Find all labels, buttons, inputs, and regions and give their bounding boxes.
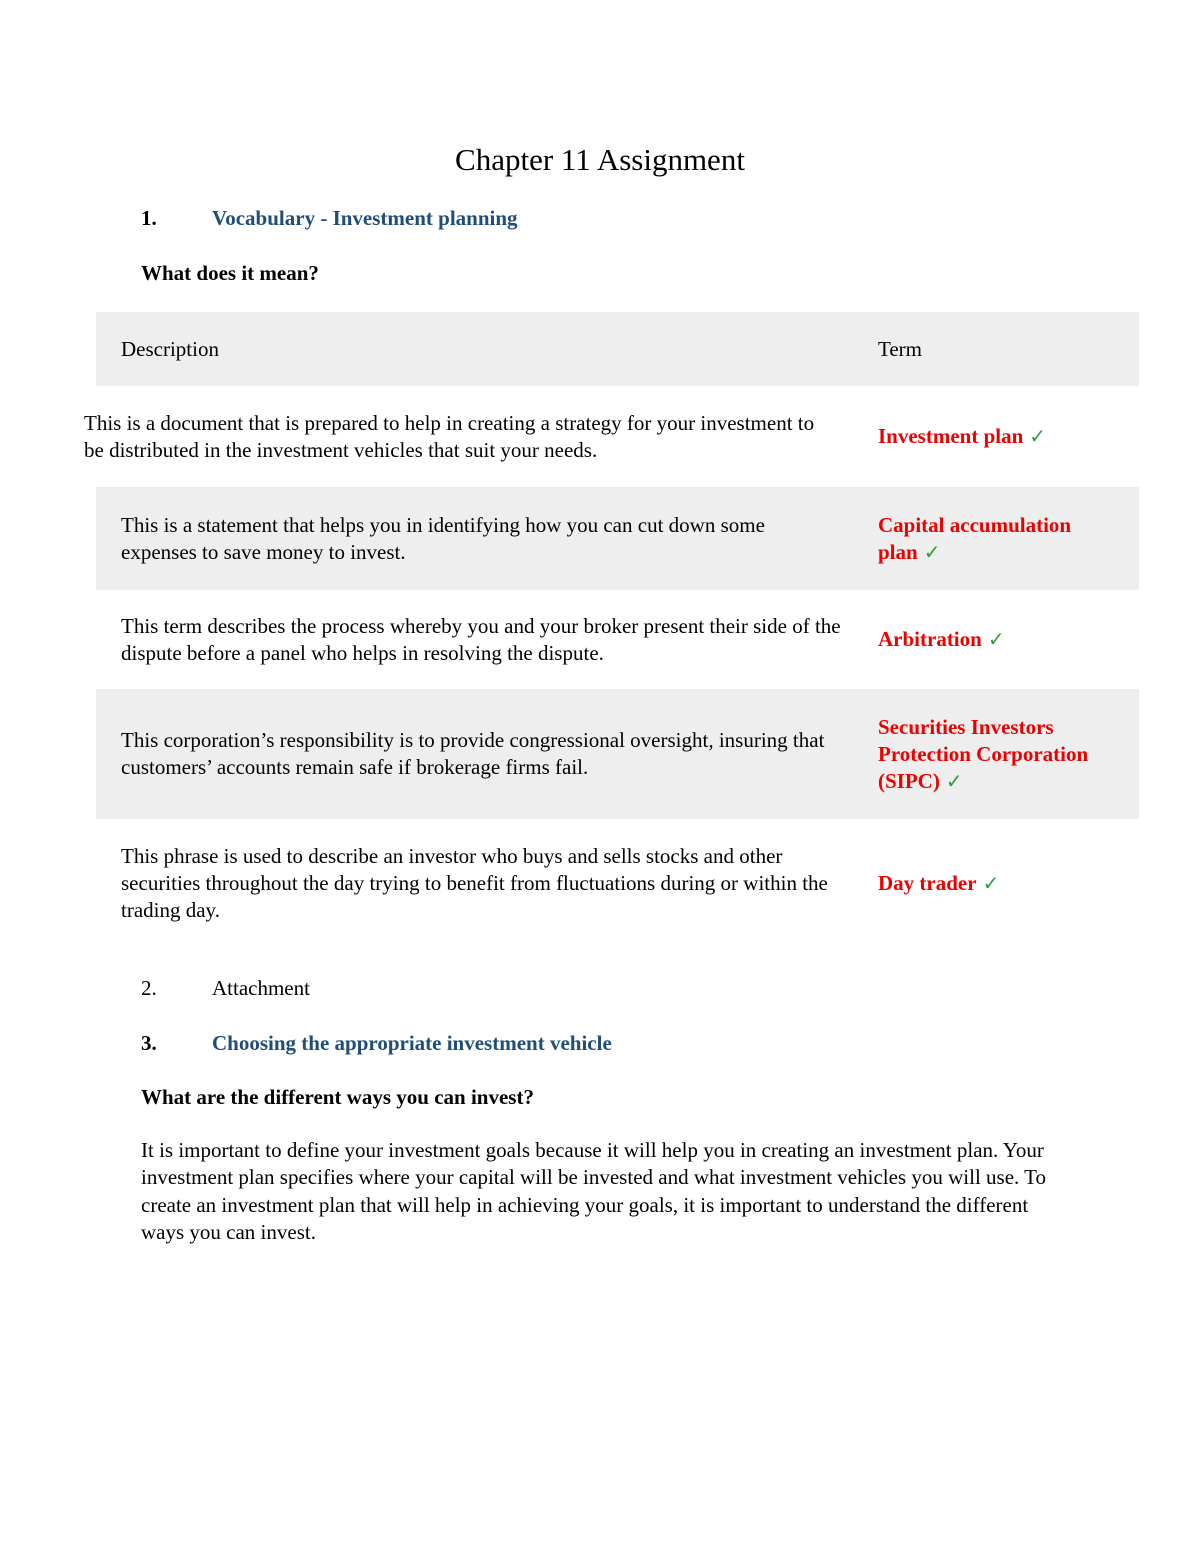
section-2-number: 2. — [141, 976, 157, 1000]
section-3-heading: Choosing the appropriate investment vehicle — [212, 1031, 612, 1055]
checkmark-icon: ✓ — [923, 539, 941, 564]
header-term: Term — [878, 336, 923, 361]
checkmark-icon: ✓ — [945, 768, 963, 793]
section-3-paragraph: It is important to define your investment goals because it will help you in creating an investment plan. Your investment plan specifies where your capital will be invested and what investment vehicles you will use. To create an investment plan that will help in achieving your goals, it is important to understand the different ways you can invest. — [141, 1138, 1046, 1244]
table-row — [96, 819, 1139, 947]
row-description: This phrase is used to describe an investor who buys and sells stocks and other securities throughout the day trying to benefit from fluctuations during or within the trading day. — [121, 843, 828, 922]
table-row — [96, 590, 1139, 689]
row-description: This is a document that is prepared to help in creating a strategy for your investment to be distributed in the investment vehicles that suit your needs. — [84, 410, 815, 462]
table-row — [96, 689, 1139, 819]
row-description: This is a statement that helps you in identifying how you can cut down some expenses to save money to invest. — [121, 512, 765, 564]
row-term: Day trader — [878, 870, 977, 895]
checkmark-icon: ✓ — [982, 870, 1000, 895]
row-term: Capital accumulation plan — [878, 512, 1072, 564]
row-description: This corporation’s responsibility is to provide congressional oversight, insuring that customers’ accounts remain safe if brokerage firms fail. — [121, 728, 825, 779]
vocabulary-table — [84, 312, 1139, 947]
header-description: Description — [121, 336, 219, 361]
checkmark-icon: ✓ — [1029, 424, 1047, 448]
section-1-heading: Vocabulary - Investment planning — [212, 206, 518, 230]
row-term: Securities Investors Protection Corporation (SIPC) — [878, 714, 1089, 793]
row-term-cell — [878, 487, 1133, 590]
row-term-cell — [878, 386, 1133, 487]
section-3-question: What are the different ways you can invest? — [141, 1085, 534, 1109]
row-term-cell — [878, 819, 1133, 947]
document-title: Chapter 11 Assignment — [455, 142, 745, 177]
row-term: Arbitration — [878, 627, 982, 651]
row-term-cell — [878, 590, 1133, 689]
table-row — [96, 487, 1139, 590]
section-2-heading: Attachment — [212, 976, 310, 1000]
table-row — [84, 386, 1139, 487]
table-header-row — [96, 312, 1139, 386]
section-3-number: 3. — [141, 1031, 157, 1055]
row-term-cell — [878, 689, 1133, 819]
section-1-question: What does it mean? — [141, 261, 319, 285]
row-description: This term describes the process whereby you and your broker present their side of the dispute before a panel who helps in resolving the dispute. — [121, 613, 841, 665]
row-term: Investment plan — [878, 424, 1024, 448]
checkmark-icon: ✓ — [987, 627, 1005, 651]
section-1-number: 1. — [141, 206, 157, 230]
